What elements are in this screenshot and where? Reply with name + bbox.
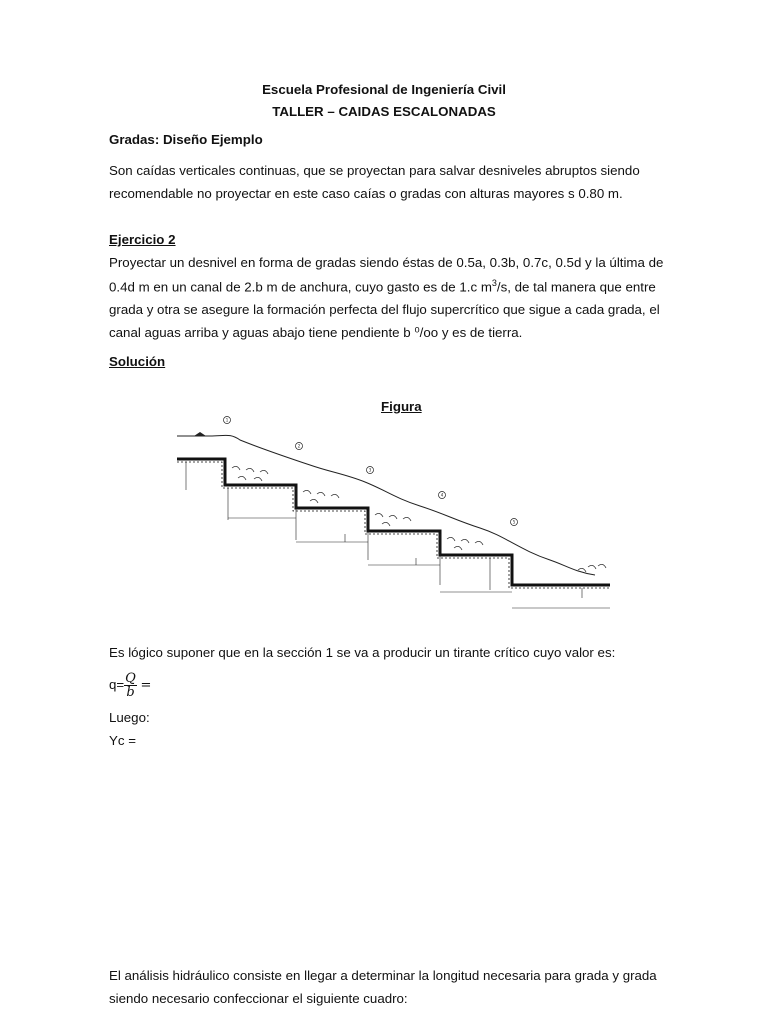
- water-surface-line: [177, 435, 595, 575]
- exercise-line-2-sup: 3: [491, 278, 497, 288]
- exercise-line-3: grada y otra se asegure la formación perfecta del flujo supercrítico que sigue a cada grada, el: [109, 302, 660, 317]
- q-equals: =: [140, 678, 152, 694]
- section-label-1: 1: [225, 417, 229, 423]
- q-numerator: Q: [125, 671, 136, 686]
- discharge-equation: [109, 672, 151, 699]
- exercise-line-4: canal aguas arriba y aguas abajo tiene pendiente b ⁰/oo y es de tierra.: [109, 325, 523, 340]
- school-name: Escuela Profesional de Ingeniería Civil: [262, 82, 506, 97]
- section-label-3: 3: [368, 467, 372, 473]
- intro-line-2: recomendable no proyectar en este caso caías o gradas con alturas mayores s 0.80 m.: [109, 186, 623, 201]
- stair-hatching: [177, 462, 610, 588]
- footer-line-1: El análisis hidráulico consiste en llegar a determinar la longitud necesaria para grada y grada: [109, 968, 657, 983]
- exercise-heading: Ejercicio 2: [109, 232, 176, 247]
- exercise-line-2-a: 0.4d m en un canal de 2.b m de anchura, cuyo gasto es de 1.c m: [109, 279, 492, 295]
- water-level-marker-icon: [194, 432, 206, 436]
- section-label-5: 5: [512, 519, 516, 525]
- exercise-line-2: [109, 278, 656, 294]
- stair-profile: [177, 459, 610, 585]
- hydraulic-jump-marks: [232, 466, 606, 572]
- exercise-line-2-b: /s, de tal manera que entre: [496, 279, 656, 295]
- figure-title: Figura: [381, 399, 422, 414]
- document-title: TALLER – CAIDAS ESCALONADAS: [272, 104, 496, 119]
- yc-label: Yc =: [109, 733, 136, 748]
- solution-text: Es lógico suponer que en la sección 1 se va a producir un tirante crítico cuyo valor es:: [109, 645, 616, 660]
- q-denominator: b: [126, 685, 135, 700]
- q-fraction: [124, 672, 137, 699]
- luego-label: Luego:: [109, 710, 150, 725]
- section-heading: Gradas: Diseño Ejemplo: [109, 132, 263, 147]
- section-label-2: 2: [297, 443, 301, 449]
- footer-line-2: siendo necesario confeccionar el siguiente cuadro:: [109, 991, 408, 1006]
- exercise-line-1: Proyectar un desnivel en forma de gradas siendo éstas de 0.5a, 0.3b, 0.7c, 0.5d y la última de: [109, 255, 664, 270]
- section-label-4: 4: [440, 492, 444, 498]
- solution-heading: Solución: [109, 354, 166, 369]
- stepped-drop-figure: [170, 410, 620, 620]
- q-prefix: q=: [109, 677, 125, 693]
- intro-line-1: Son caídas verticales continuas, que se proyectan para salvar desniveles abruptos siendo: [109, 163, 640, 178]
